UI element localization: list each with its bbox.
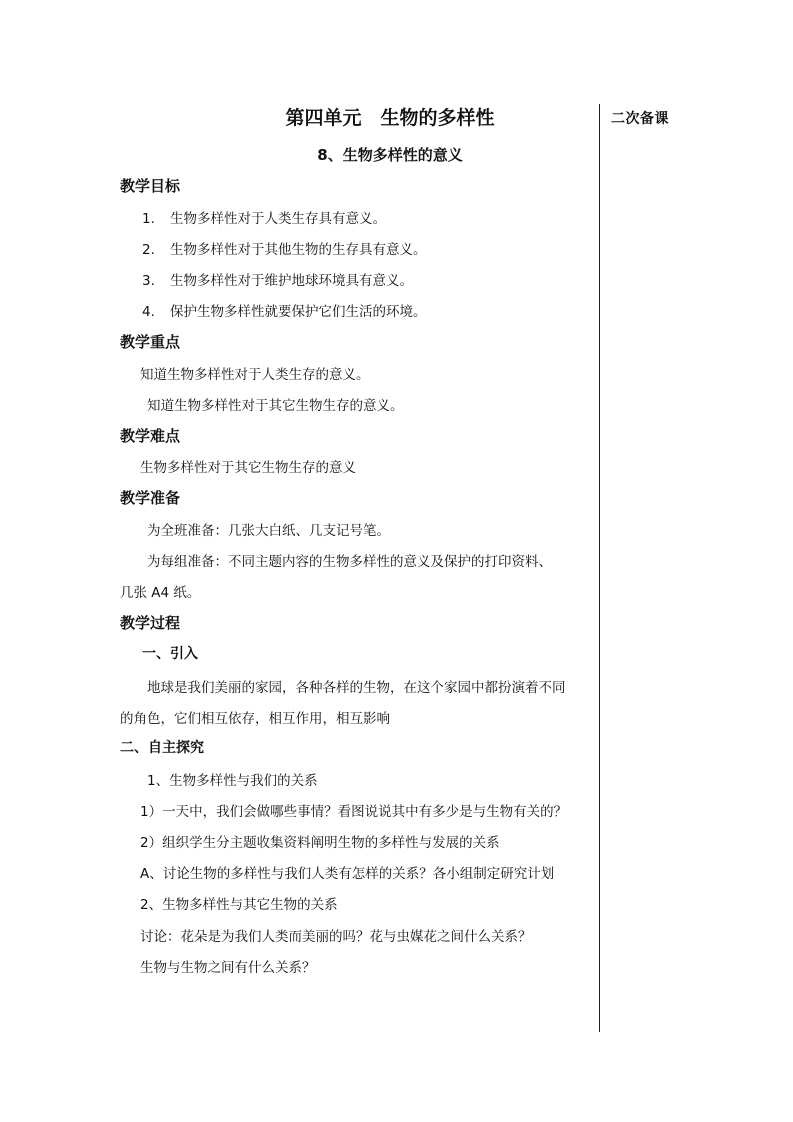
inquiry-line: 讨论：花朵是为我们人类而美丽的吗？花与虫媒花之间什么关系？ <box>140 929 532 945</box>
inquiry-line: 2、生物多样性与其它生物的关系 <box>140 897 338 913</box>
preparation-line: 为全班准备：几张大白纸、几支记号笔。 <box>147 523 390 539</box>
inquiry-heading: 二、自主探究 <box>120 740 204 756</box>
intro-heading: 一、引入 <box>142 646 198 662</box>
intro-line: 地球是我们美丽的家园，各种各样的生物，在这个家园中都扮演着不同 <box>147 680 566 696</box>
objective-item: 2. 生物多样性对于其他生物的生存具有意义。 <box>142 242 427 258</box>
lesson-subtitle: 8、生物多样性的意义 <box>317 146 463 164</box>
preparation-line: 几张 A4 纸。 <box>120 585 201 601</box>
inquiry-line: 1、生物多样性与我们的关系 <box>147 773 318 789</box>
process-heading: 教学过程 <box>120 614 181 632</box>
key-points-heading: 教学重点 <box>120 333 181 351</box>
key-point-line: 知道生物多样性对于人类生存的意义。 <box>140 367 370 383</box>
difficulty-line: 生物多样性对于其它生物生存的意义 <box>140 460 356 476</box>
inquiry-line: 1）一天中，我们会做哪些事情？看图说说其中有多少是与生物有关的？ <box>140 804 568 820</box>
difficulties-heading: 教学难点 <box>120 427 181 445</box>
page-title: 第四单元 生物的多样性 <box>285 107 495 129</box>
inquiry-line: 2）组织学生分主题收集资料阐明生物的多样性与发展的关系 <box>140 835 500 851</box>
objectives-heading: 教学目标 <box>120 177 181 195</box>
objective-item: 3. 生物多样性对于维护地球环境具有意义。 <box>142 273 413 289</box>
inquiry-line: 生物与生物之间有什么关系？ <box>140 960 316 976</box>
objective-item: 1. 生物多样性对于人类生存具有意义。 <box>142 211 386 227</box>
preparation-heading: 教学准备 <box>120 489 181 507</box>
column-divider <box>599 104 600 1032</box>
objective-item: 4. 保护生物多样性就要保护它们生活的环境。 <box>142 304 427 320</box>
side-label: 二次备课 <box>611 111 669 127</box>
intro-line: 的角色，它们相互依存，相互作用，相互影响 <box>120 711 390 727</box>
preparation-line: 为每组准备：不同主题内容的生物多样性的意义及保护的打印资料、 <box>147 554 552 570</box>
key-point-line: 知道生物多样性对于其它生物生存的意义。 <box>147 398 404 414</box>
inquiry-line: A、讨论生物的多样性与我们人类有怎样的关系？各小组制定研究计划 <box>140 866 555 882</box>
